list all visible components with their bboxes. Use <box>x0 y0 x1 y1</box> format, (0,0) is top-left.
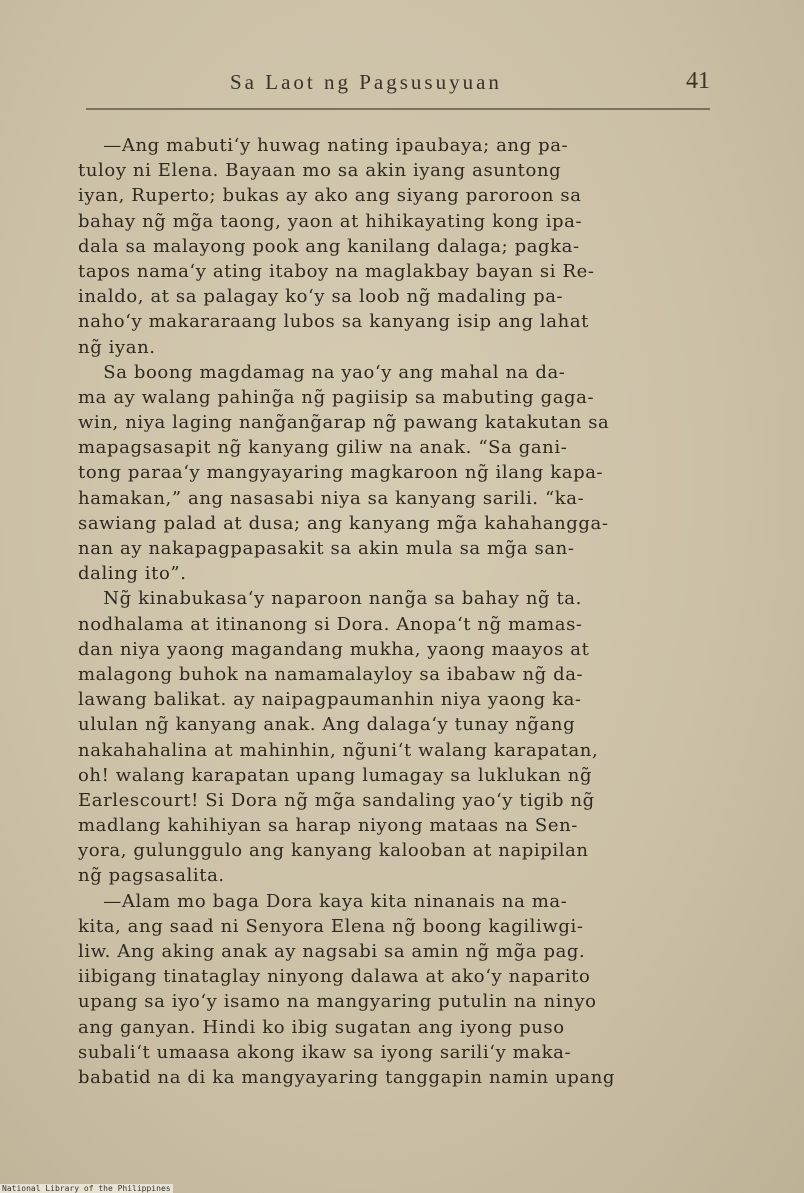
library-credit: National Library of the Philippines <box>2 1184 171 1193</box>
header-rule <box>86 108 710 110</box>
text-line: tuloy ni Elena. Bayaan mo sa akin iyang asuntong <box>78 160 562 182</box>
text-line: dan niya yaong magandang mukha, yaong maayos at <box>78 638 590 660</box>
text-line: nan ay nakapagpapasakit sa akin mula sa mg̃a san- <box>78 538 575 559</box>
text-line: tapos nama‘y ating itaboy na maglakbay bayan si Re- <box>78 260 595 282</box>
text-line: Ng̃ kinabukasa‘y naparoon nang̃a sa bahay ng̃ ta. <box>78 588 582 610</box>
text-line: bahay ng̃ mg̃a taong, yaon at hihikayating kong ipa- <box>78 210 583 232</box>
page-number: 41 <box>686 68 710 94</box>
text-line: lawang balikat. ay naipagpaumanhin niya yaong ka- <box>78 689 582 711</box>
body-text <box>78 133 714 1090</box>
text-line: inaldo, at sa palagay ko‘y sa loob ng̃ madaling pa- <box>78 286 564 308</box>
text-line: hamakan,” ang nasasabi niya sa kanyang sarili. “ka- <box>78 487 585 509</box>
text-line: madlang kahihiyan sa harap niyong mataas na Sen- <box>78 815 578 837</box>
text-line: babatid na di ka mangyayaring tanggapin namin upang <box>78 1066 616 1088</box>
text-line: yora, gulunggulo ang kanyang kalooban at napipilan <box>78 840 589 862</box>
text-line: kita, ang saad ni Senyora Elena ng̃ boong kagiliwgi- <box>78 915 584 937</box>
text-line: —Ang mabuti‘y huwag nating ipaubaya; ang pa- <box>78 135 569 156</box>
text-line: ma ay walang pahing̃a ng̃ pagiisip sa mabuting gaga- <box>78 386 595 408</box>
text-line: ng̃ pagsasalita. <box>78 865 225 887</box>
text-line: dala sa malayong pook ang kanilang dalaga; pagka- <box>78 235 580 257</box>
text-line: iyan, Ruperto; bukas ay ako ang siyang paroroon sa <box>78 185 582 207</box>
text-line: subali‘t umaasa akong ikaw sa iyong sarili‘y maka- <box>78 1041 572 1063</box>
text-line: daling ito”. <box>78 563 187 585</box>
text-line: iibigang tinataglay ninyong dalawa at ako‘y naparito <box>78 966 591 988</box>
text-line: ng̃ iyan. <box>78 336 156 358</box>
text-line: nakahahalina at mahinhin, ng̃uni‘t walang karapatan, <box>78 739 599 761</box>
text-line: oh! walang karapatan upang lumagay sa luklukan ng̃ <box>78 764 593 786</box>
text-line: ang ganyan. Hindi ko ibig sugatan ang iyong puso <box>78 1016 565 1038</box>
text-line: sawiang palad at dusa; ang kanyang mg̃a kahahangga- <box>78 512 609 534</box>
text-line: tong paraa‘y mangyayaring magkaroon ng̃ ilang kapa- <box>78 462 604 484</box>
text-line: Sa boong magdamag na yao‘y ang mahal na da- <box>78 361 566 383</box>
text-line: liw. Ang aking anak ay nagsabi sa amin ng̃ mg̃a pag. <box>78 941 586 962</box>
text-line: naho‘y makararaang lubos sa kanyang isip ang lahat <box>78 311 589 333</box>
text-line: Earlescourt! Si Dora ng̃ mg̃a sandaling yao‘y tigib ng̃ <box>78 789 595 811</box>
text-line: ululan ng̃ kanyang anak. Ang dalaga‘y tunay ng̃ang <box>78 714 576 736</box>
text-line: mapagsasapit ng̃ kanyang giliw na anak. “Sa gani- <box>78 437 568 459</box>
text-line: nodhalama at itinanong si Dora. Anopa‘t ng̃ mamas- <box>78 613 583 635</box>
page-header <box>150 64 710 104</box>
text-line: malagong buhok na namamalayloy sa ibabaw ng̃ da- <box>78 663 584 685</box>
text-line: win, niya laging nang̃ang̃arap ng̃ pawang katakutan sa <box>78 412 610 434</box>
text-line: —Alam mo baga Dora kaya kita ninanais na ma- <box>78 890 568 912</box>
running-head: Sa Laot ng Pagsusuyuan <box>230 70 502 94</box>
text-line: upang sa iyo‘y isamo na mangyaring putulin na ninyo <box>78 991 597 1013</box>
